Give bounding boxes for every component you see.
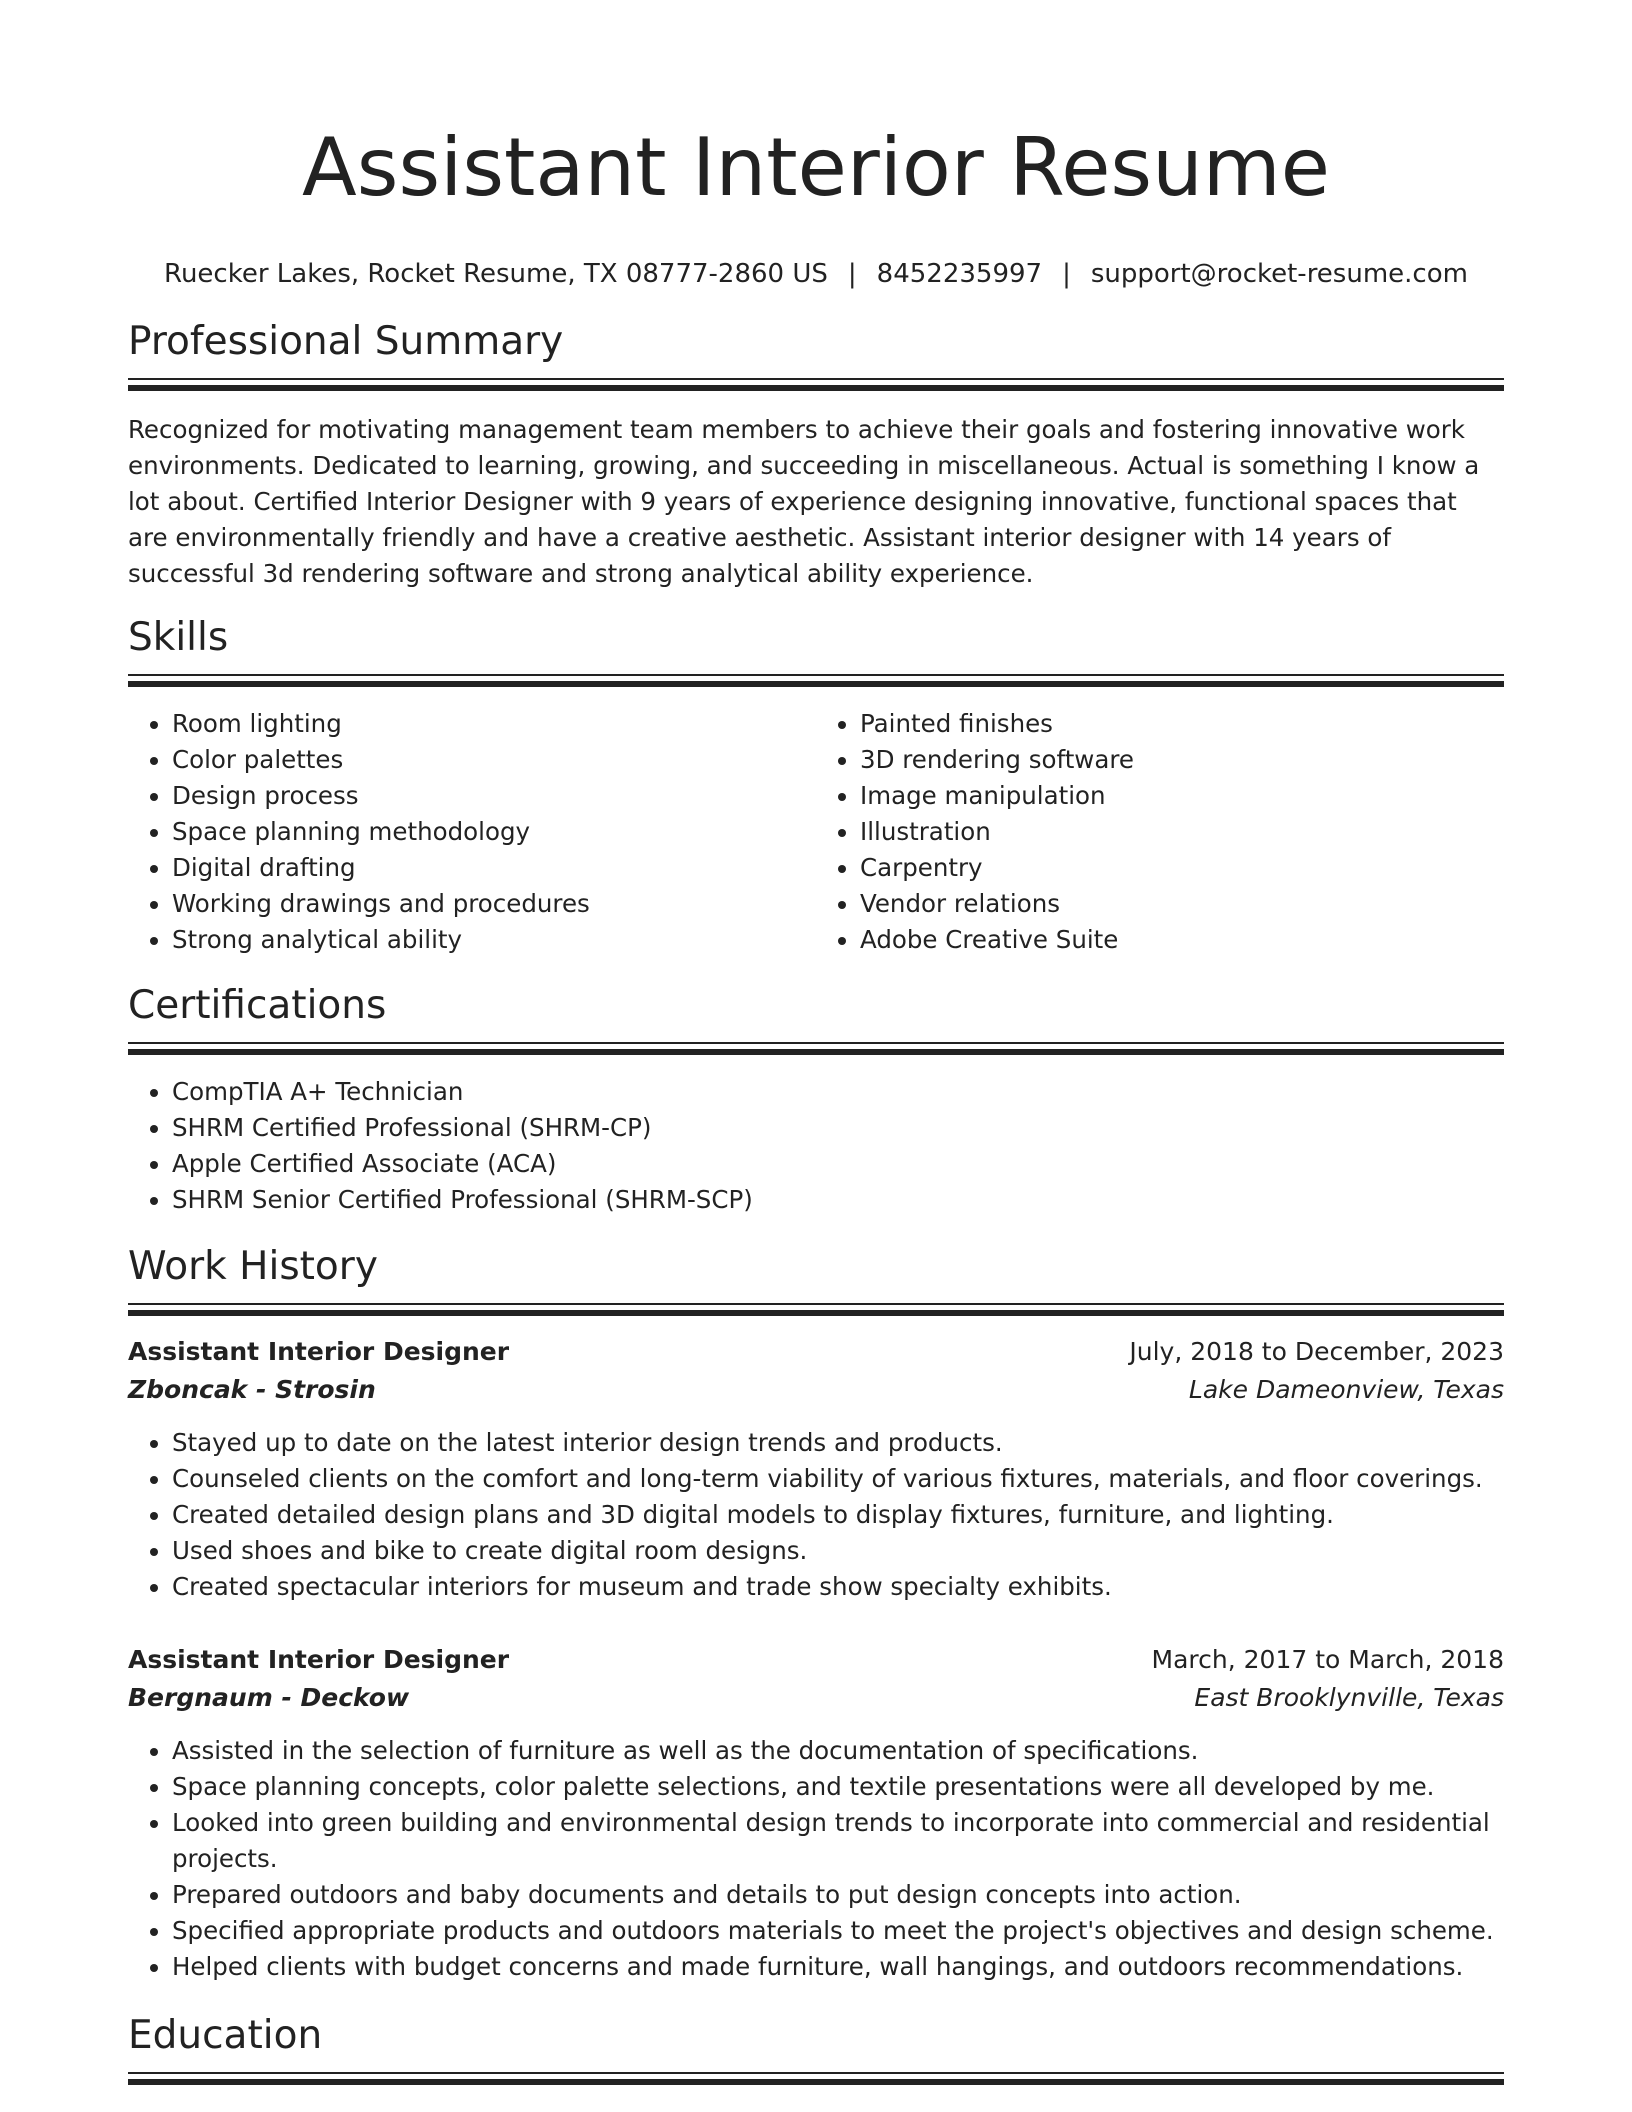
- job-bullet: • Looked into green building and environmental design trends to incorporate into commercial and residential projects.: [172, 1805, 1504, 1877]
- contact-phone: 8452235997: [876, 259, 1043, 289]
- job-bullet: • Assisted in the selection of furniture as well as the documentation of specifications.: [172, 1733, 1504, 1769]
- certification-item: • SHRM Certified Professional (SHRM-CP): [172, 1110, 1504, 1146]
- skills-list-left: [128, 706, 816, 958]
- job-location: Lake Dameonview, Texas: [1188, 1375, 1504, 1404]
- skill-item: • Design process: [172, 778, 816, 814]
- skill-item: • Room lighting: [172, 706, 816, 742]
- work-history-section: [128, 1243, 1504, 1985]
- skill-item: • Carpentry: [860, 850, 1504, 886]
- section-divider: [128, 674, 1504, 688]
- job-title: Assistant Interior Designer: [128, 1337, 510, 1366]
- job-header: [128, 1641, 1504, 1679]
- resume-title: Assistant Interior Resume: [302, 121, 1330, 214]
- summary-section: [128, 318, 1504, 592]
- skill-item: • Adobe Creative Suite: [860, 922, 1504, 958]
- skill-item: • Working drawings and procedures: [172, 886, 816, 922]
- summary-text: Recognized for motivating management team members to achieve their goals and fostering innovative work environments. Dedicated to learning, growing, and succeeding in miscellaneous. Actual is something I know a lot about. Certified Interior Designer with 9 years of experience designing innovative, functional spaces that are environmentally friendly and have a creative aesthetic. Assistant interior designer with 14 years of successful 3d rendering software and strong analytical ability experience.: [128, 415, 1480, 588]
- section-heading-education: Education: [128, 2013, 323, 2058]
- certifications-list: [128, 1074, 1504, 1218]
- job-bullet: • Created spectacular interiors for museum and trade show specialty exhibits.: [172, 1569, 1504, 1605]
- job-header: [128, 1333, 1504, 1371]
- section-heading-skills: Skills: [128, 615, 229, 660]
- contact-address: Ruecker Lakes, Rocket Resume, TX 08777-2860 US: [164, 259, 828, 289]
- job-company: Bergnaum - Deckow: [128, 1683, 410, 1712]
- section-heading-summary: Professional Summary: [128, 319, 564, 364]
- section-divider: [128, 378, 1504, 392]
- skill-item: • Illustration: [860, 814, 1504, 850]
- section-heading-certifications: Certifications: [128, 983, 387, 1028]
- job-title: Assistant Interior Designer: [128, 1645, 510, 1674]
- job-dates: July, 2018 to December, 2023: [1129, 1337, 1504, 1366]
- certification-item: • Apple Certified Associate (ACA): [172, 1146, 1504, 1182]
- contact-email: support@rocket-resume.com: [1090, 259, 1468, 289]
- job-dates: March, 2017 to March, 2018: [1151, 1645, 1504, 1674]
- job-location: East Brooklynville, Texas: [1194, 1683, 1504, 1712]
- contact-separator: |: [847, 259, 857, 289]
- skills-list-right: [816, 706, 1504, 958]
- section-divider: [128, 1042, 1504, 1056]
- contact-separator: |: [1062, 259, 1071, 289]
- certifications-section: [128, 982, 1504, 1218]
- job-bullet: • Specified appropriate products and outdoors materials to meet the project's objectives and design scheme.: [172, 1913, 1504, 1949]
- contact-line: [128, 256, 1504, 292]
- skill-item: • Painted finishes: [860, 706, 1504, 742]
- section-divider: [128, 2072, 1504, 2086]
- job-bullet: • Counseled clients on the comfort and long-term viability of various fixtures, materials, and floor coverings.: [172, 1461, 1504, 1497]
- job-subheader: [128, 1371, 1504, 1409]
- skill-item: • Color palettes: [172, 742, 816, 778]
- certification-item: • SHRM Senior Certified Professional (SHRM-SCP): [172, 1182, 1504, 1218]
- skill-item: • Strong analytical ability: [172, 922, 816, 958]
- job-bullet: • Helped clients with budget concerns and made furniture, wall hangings, and outdoors recommendations.: [172, 1949, 1504, 1985]
- section-divider: [128, 1303, 1504, 1317]
- skills-columns: [128, 706, 1504, 958]
- job-bullet: • Prepared outdoors and baby documents and details to put design concepts into action.: [172, 1877, 1504, 1913]
- job-bullets: [128, 1425, 1504, 1605]
- job-subheader: [128, 1679, 1504, 1717]
- job-bullets: [128, 1733, 1504, 1985]
- section-heading-work-history: Work History: [128, 1244, 378, 1289]
- certification-item: • CompTIA A+ Technician: [172, 1074, 1504, 1110]
- skill-item: • Vendor relations: [860, 886, 1504, 922]
- skill-item: • Space planning methodology: [172, 814, 816, 850]
- skill-item: • Image manipulation: [860, 778, 1504, 814]
- job-bullet: • Created detailed design plans and 3D digital models to display fixtures, furniture, and lighting.: [172, 1497, 1504, 1533]
- job-bullet: • Stayed up to date on the latest interior design trends and products.: [172, 1425, 1504, 1461]
- skills-section: [128, 614, 1504, 958]
- job-bullet: • Used shoes and bike to create digital room designs.: [172, 1533, 1504, 1569]
- job-bullet: • Space planning concepts, color palette selections, and textile presentations were all developed by me.: [172, 1769, 1504, 1805]
- job-entry: [128, 1641, 1504, 1985]
- education-section: [128, 2012, 1504, 2086]
- job-entry: [128, 1333, 1504, 1605]
- skill-item: • Digital drafting: [172, 850, 816, 886]
- job-company: Zboncak - Strosin: [128, 1375, 376, 1404]
- skill-item: • 3D rendering software: [860, 742, 1504, 778]
